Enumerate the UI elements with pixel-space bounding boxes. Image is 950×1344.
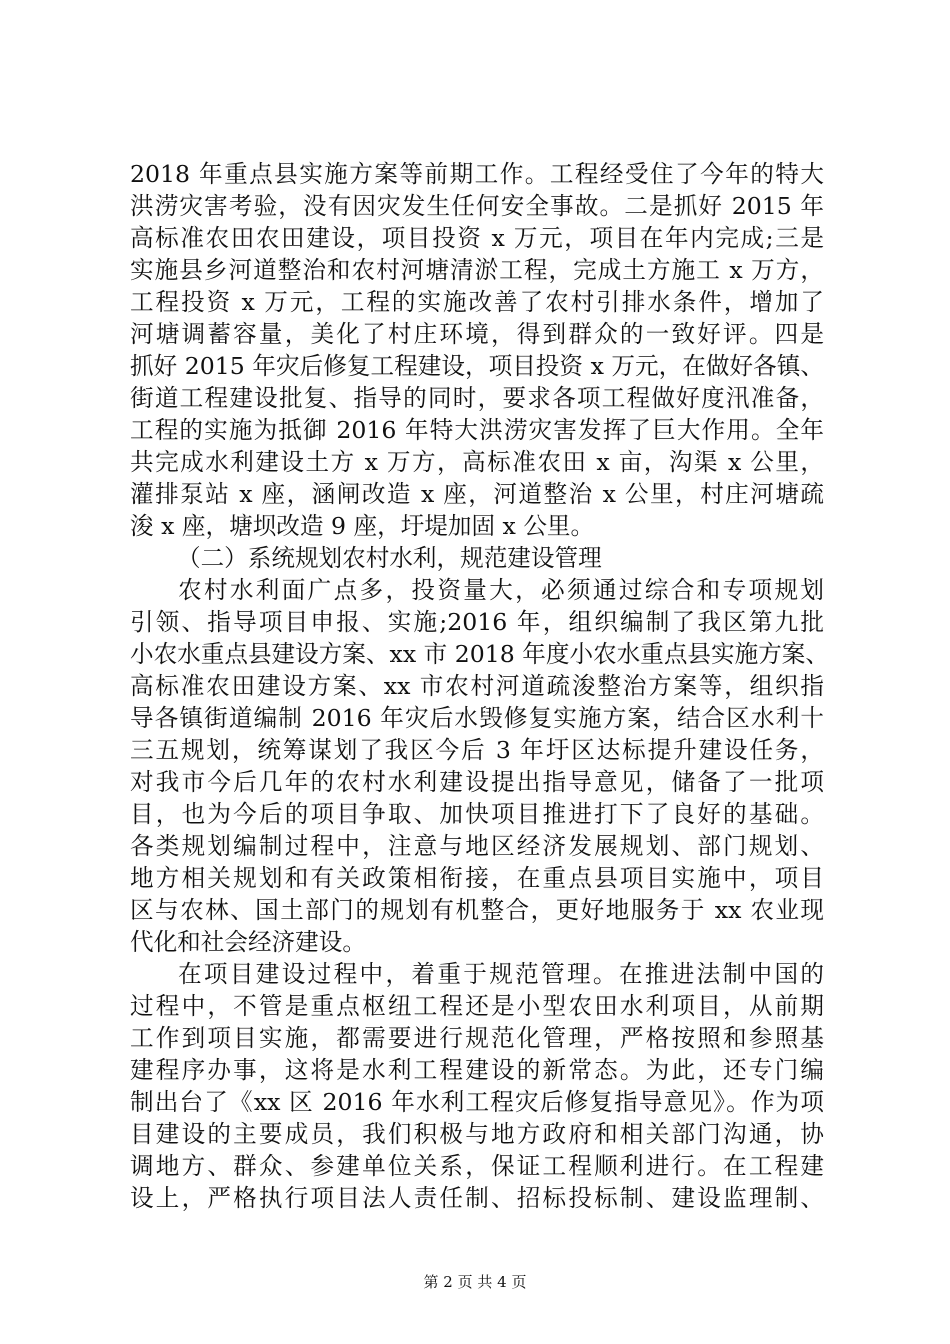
text-line: 工作到项目实施，都需要进行规范化管理，严格按照和参照基 <box>130 1024 824 1052</box>
text-line: 小农水重点县建设方案、xx 市 2018 年度小农水重点县实施方案、 <box>130 640 829 668</box>
text-line: 农村水利面广点多，投资量大，必须通过综合和专项规划 <box>178 576 824 604</box>
text-line: 浚 x 座，塘坝改造 9 座，圩堤加固 x 公里。 <box>130 512 595 540</box>
text-line: 区与农林、国土部门的规划有机整合，更好地服务于 xx 农业现 <box>130 896 824 924</box>
page-footer: 第 2 页 共 4 页 <box>423 1273 527 1291</box>
text-line: 工程投资 x 万元，工程的实施改善了农村引排水条件，增加了 <box>130 288 824 316</box>
text-line: 共完成水利建设土方 x 万方，高标准农田 x 亩，沟渠 x 公里， <box>130 448 824 476</box>
text-line: 在项目建设过程中，着重于规范管理。在推进法制中国的 <box>178 960 824 988</box>
text-line: 抓好 2015 年灾后修复工程建设，项目投资 x 万元，在做好各镇、 <box>130 352 824 380</box>
text-line: 目建设的主要成员，我们积极与地方政府和相关部门沟通，协 <box>130 1120 824 1148</box>
text-line: 高标准农田农田建设，项目投资 x 万元，项目在年内完成;三是 <box>130 224 824 252</box>
text-line: 灌排泵站 x 座，涵闸改造 x 座，河道整治 x 公里，村庄河塘疏 <box>130 480 824 508</box>
text-line: 2018 年重点县实施方案等前期工作。工程经受住了今年的特大 <box>130 160 824 188</box>
section-heading: （二）系统规划农村水利，规范建设管理 <box>177 544 602 572</box>
text-line: 引领、指导项目申报、实施;2016 年，组织编制了我区第九批 <box>130 608 824 636</box>
text-line: 洪涝灾害考验，没有因灾发生任何安全事故。二是抓好 2015 年 <box>130 192 824 220</box>
text-line: 高标准农田建设方案、xx 市农村河道疏浚整治方案等，组织指 <box>130 672 824 700</box>
text-line: 过程中，不管是重点枢纽工程还是小型农田水利项目，从前期 <box>130 992 824 1020</box>
text-line: 代化和社会经济建设。 <box>130 928 366 956</box>
text-line: 调地方、群众、参建单位关系，保证工程顺利进行。在工程建 <box>130 1152 824 1180</box>
text-line: 目，也为今后的项目争取、加快项目推进打下了良好的基础。 <box>130 800 824 828</box>
document-body <box>130 158 829 1214</box>
text-line: 各类规划编制过程中，注意与地区经济发展规划、部门规划、 <box>130 832 824 860</box>
text-line: 工程的实施为抵御 2016 年特大洪涝灾害发挥了巨大作用。全年 <box>130 416 824 444</box>
text-line: 实施县乡河道整治和农村河塘清淤工程，完成土方施工 x 万方， <box>130 256 824 284</box>
text-line: 街道工程建设批复、指导的同时，要求各项工程做好度汛准备， <box>130 384 824 412</box>
text-line: 建程序办事，这将是水利工程建设的新常态。为此，还专门编 <box>130 1056 824 1084</box>
text-line: 制出台了《xx 区 2016 年水利工程灾后修复指导意见》。作为项 <box>130 1088 824 1116</box>
text-line: 河塘调蓄容量，美化了村庄环境，得到群众的一致好评。四是 <box>130 320 824 348</box>
text-line: 对我市今后几年的农村水利建设提出指导意见，储备了一批项 <box>130 768 824 796</box>
text-line: 三五规划，统筹谋划了我区今后 3 年圩区达标提升建设任务， <box>130 736 824 764</box>
text-line: 地方相关规划和有关政策相衔接，在重点县项目实施中，项目 <box>130 864 824 892</box>
text-line: 设上，严格执行项目法人责任制、招标投标制、建设监理制、 <box>130 1184 824 1212</box>
text-line: 导各镇街道编制 2016 年灾后水毁修复实施方案，结合区水利十 <box>130 704 824 732</box>
